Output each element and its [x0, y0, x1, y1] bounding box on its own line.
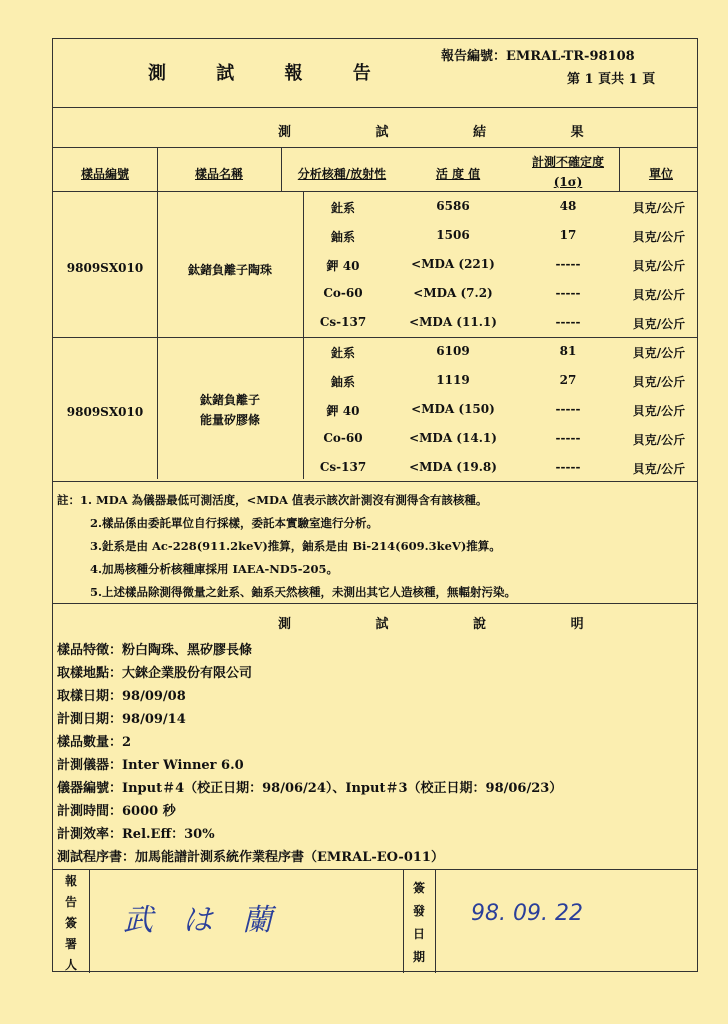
table-cell-activity: 6586 — [436, 199, 470, 213]
table-cell-activity: <MDA (14.1) — [409, 431, 497, 445]
table-cell-uncertainty: 81 — [559, 344, 577, 358]
sample-2-name-line2: 能量矽膠條 — [199, 413, 260, 427]
desc-line: 計測儀器：Inter Winner 6.0 — [57, 758, 244, 773]
divider — [53, 869, 697, 870]
table-cell-activity: 6109 — [436, 344, 470, 358]
date-label: 簽 發 日 期 — [412, 881, 425, 964]
table-cell-activity: 1119 — [436, 373, 470, 387]
table-cell-nuclide: 鈾系 — [330, 230, 355, 244]
note-1: 註：1. MDA 為儀器最低可測活度，<MDA 值表示該次計測沒有測得含有該核種。 — [57, 493, 488, 507]
sign-date: 98. 09. 22 — [471, 901, 583, 926]
signer-signature: 武 は 蘭 — [123, 903, 283, 938]
table-cell-uncertainty: ----- — [555, 286, 581, 300]
table-cell-nuclide: 鉀 40 — [326, 259, 360, 273]
signer-label: 報 告 簽 署 人 — [64, 874, 77, 972]
table-cell-unit: 貝克/公斤 — [632, 317, 686, 331]
table-cell-unit: 貝克/公斤 — [632, 201, 686, 215]
results-section-title: 測 試 結 果 — [278, 125, 624, 140]
table-cell-unit: 貝克/公斤 — [632, 462, 686, 476]
table-cell-nuclide: Cs-137 — [319, 315, 367, 329]
table-cell-uncertainty: ----- — [555, 402, 581, 416]
page-info: 第 1 頁共 1 頁 — [567, 72, 656, 87]
sample-1-no: 9809SX010 — [66, 261, 144, 275]
report-frame — [52, 38, 698, 972]
table-cell-unit: 貝克/公斤 — [632, 259, 686, 273]
divider — [53, 107, 697, 108]
sample-2-name-line1: 鈦鍺負離子 — [199, 393, 260, 407]
table-cell-activity: <MDA (150) — [411, 402, 495, 416]
col-header-uncertainty: 計測不確定度 — [531, 155, 604, 169]
table-cell-unit: 貝克/公斤 — [632, 230, 686, 244]
note-3: 3.釷系是由 Ac-228(911.2keV)推算，鈾系是由 Bi-214(609.3keV)推算。 — [90, 539, 501, 553]
table-cell-uncertainty: 48 — [559, 199, 577, 213]
table-cell-uncertainty: ----- — [555, 431, 581, 445]
table-cell-nuclide: 鉀 40 — [326, 404, 360, 418]
desc-line: 儀器編號：Input＃4（校正日期：98/06/24）、Input＃3（校正日期：98/06/23） — [57, 781, 563, 796]
report-title: 測 試 報 告 — [148, 63, 393, 84]
description-section-title: 測 試 說 明 — [278, 617, 624, 632]
desc-line: 計測日期：98/09/14 — [57, 712, 186, 727]
table-cell-uncertainty: ----- — [555, 257, 581, 271]
table-cell-nuclide: Co-60 — [323, 431, 363, 445]
desc-line: 計測效率：Rel.Eff：30% — [57, 827, 215, 842]
table-cell-uncertainty: 17 — [559, 228, 577, 242]
note-4: 4.加馬核種分析核種庫採用 IAEA-ND5-205。 — [90, 562, 339, 576]
table-cell-unit: 貝克/公斤 — [632, 433, 686, 447]
table-cell-activity: <MDA (221) — [411, 257, 495, 271]
sample-1-name: 鈦鍺負離子陶珠 — [187, 263, 272, 277]
desc-line: 取樣日期：98/09/08 — [57, 689, 186, 704]
desc-line: 計測時間：6000 秒 — [57, 804, 176, 819]
col-header-sample-name: 樣品名稱 — [194, 167, 243, 181]
col-header-nuclide: 分析核種/放射性 — [297, 167, 387, 181]
note-5: 5.上述樣品除測得微量之釷系、鈾系天然核種，未測出其它人造核種，無輻射污染。 — [90, 585, 517, 599]
col-header-sigma: (1σ) — [553, 175, 583, 189]
table-cell-activity: <MDA (19.8) — [409, 460, 497, 474]
table-cell-unit: 貝克/公斤 — [632, 346, 686, 360]
table-cell-unit: 貝克/公斤 — [632, 404, 686, 418]
table-cell-uncertainty: ----- — [555, 460, 581, 474]
table-cell-nuclide: 釷系 — [330, 346, 355, 360]
divider — [53, 337, 697, 338]
desc-line: 樣品特徵：粉白陶珠、黑矽膠長條 — [57, 643, 253, 658]
divider — [53, 481, 697, 482]
desc-line: 測試程序書：加馬能譜計測系統作業程序書（EMRAL-EO-011） — [57, 850, 444, 865]
table-cell-unit: 貝克/公斤 — [632, 375, 686, 389]
table-cell-nuclide: Co-60 — [323, 286, 363, 300]
sample-2-no: 9809SX010 — [66, 405, 144, 419]
table-cell-nuclide: Cs-137 — [319, 460, 367, 474]
desc-line: 取樣地點：大錸企業股份有限公司 — [57, 666, 253, 681]
table-cell-uncertainty: 27 — [559, 373, 577, 387]
col-header-activity: 活 度 值 — [435, 167, 481, 181]
table-cell-activity: <MDA (11.1) — [409, 315, 497, 329]
table-cell-activity: <MDA (7.2) — [413, 286, 493, 300]
table-cell-uncertainty: ----- — [555, 315, 581, 329]
desc-line: 樣品數量：2 — [57, 735, 132, 750]
note-2: 2.樣品係由委託單位自行採樣，委託本實驗室進行分析。 — [90, 516, 379, 530]
col-header-unit: 單位 — [648, 167, 673, 181]
divider — [53, 191, 697, 192]
table-cell-activity: 1506 — [436, 228, 470, 242]
table-cell-unit: 貝克/公斤 — [632, 288, 686, 302]
table-cell-nuclide: 鈾系 — [330, 375, 355, 389]
divider — [53, 603, 697, 604]
col-header-sample-no: 樣品編號 — [80, 167, 129, 181]
table-cell-nuclide: 釷系 — [330, 201, 355, 215]
divider — [53, 147, 697, 148]
report-number: 報告編號：EMRAL-TR-98108 — [441, 49, 635, 64]
